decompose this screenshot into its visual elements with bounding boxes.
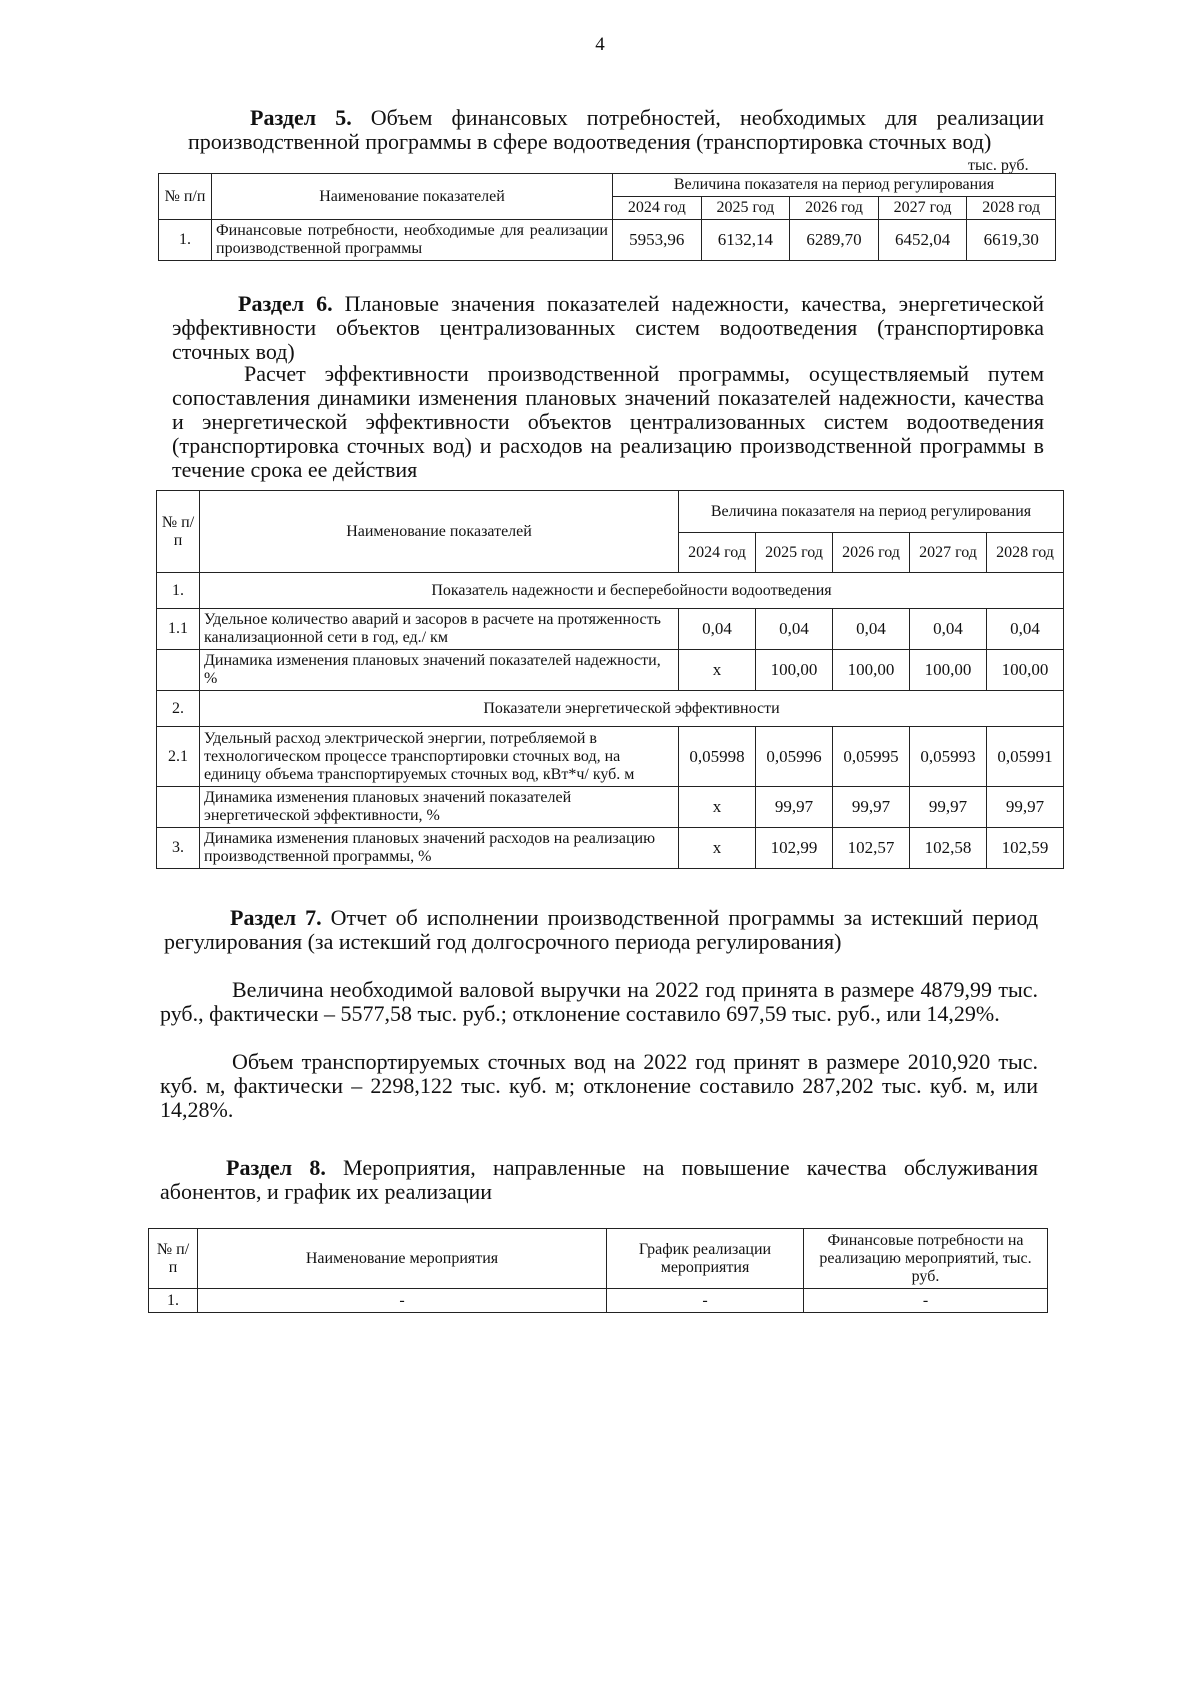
row-value: 0,04 [987,609,1064,650]
row-no [157,787,200,828]
table-row [149,1289,1048,1313]
row-value: 100,00 [910,650,987,691]
row-no [157,650,200,691]
row-value: 99,97 [910,787,987,828]
section8-heading [160,1156,1038,1204]
year-header: 2026 год [790,197,879,220]
row-value: 6619,30 [967,220,1056,261]
row-value: х [679,650,756,691]
section6-title: Плановые значения показателей надежности, качества, энергетической эффективности объектов централизованных систем водоотведения (транспортировка сточных вод) [172,291,1044,364]
section6-text: Расчет эффективности производственной программы, осуществляемый путем сопоставления динамики изменения плановых значений показателей надежности, качества и энергетической эффективности объектов централизованных систем водоотведения (транспортировка сточных вод) и расходов на реализацию производственной программы в течение срока ее действия [172,361,1044,482]
row-value: 5953,96 [613,220,702,261]
row-value: 102,57 [833,828,910,869]
section6-label: Раздел 6. [238,291,333,316]
row-name: Динамика изменения плановых значений показателей энергетической эффективности, % [200,787,679,828]
row-value: 0,04 [910,609,987,650]
row-value: 100,00 [833,650,910,691]
table-row [159,220,1056,261]
year-header: 2024 год [613,197,702,220]
row-value: 102,59 [987,828,1064,869]
year-header: 2025 год [756,533,833,573]
year-header: 2027 год [878,197,967,220]
section8-label: Раздел 8. [226,1155,326,1180]
group-title: Показатели энергетической эффективности [200,691,1064,727]
group-row [157,573,1064,609]
table-row [157,787,1064,828]
row-value: 100,00 [987,650,1064,691]
section5-units: тыс. руб. [968,157,1029,174]
year-header: 2024 год [679,533,756,573]
row-no: 3. [157,828,200,869]
row-value: 6132,14 [701,220,790,261]
row-value: 100,00 [756,650,833,691]
row-no: 1.1 [157,609,200,650]
row-value: 99,97 [833,787,910,828]
col-name-header: Наименование показателей [200,491,679,573]
section6-heading [172,292,1044,364]
row-no: 1. [159,220,212,261]
table-row [157,650,1064,691]
row-value: х [679,828,756,869]
section6-table [156,490,1064,869]
row-value: 6452,04 [878,220,967,261]
row-value: 102,99 [756,828,833,869]
col-no-header: № п/ п [157,491,200,573]
section7-label: Раздел 7. [230,905,322,930]
table-row [157,828,1064,869]
table-header-row [157,491,1064,533]
col-finance-header: Финансовые потребности на реализацию мероприятий, тыс. руб. [804,1229,1048,1289]
row-no: 2.1 [157,727,200,787]
row-name: - [198,1289,607,1313]
table-row [157,727,1064,787]
row-value: 0,05995 [833,727,910,787]
row-value: 0,04 [756,609,833,650]
row-name: Удельный расход электрической энергии, потребляемой в технологическом процессе транспортировки сточных вод, на единицу объема транспортируемых сточных вод, кВт*ч/ куб. м [200,727,679,787]
year-header: 2025 год [701,197,790,220]
year-header: 2028 год [967,197,1056,220]
row-value: 6289,70 [790,220,879,261]
page-number: 4 [595,34,605,55]
table-header-row [149,1229,1048,1289]
row-value: 99,97 [987,787,1064,828]
row-name: Финансовые потребности, необходимые для реализации производственной программы [212,220,613,261]
section8-title: Мероприятия, направленные на повышение качества обслуживания абонентов, и график их реализации [160,1155,1039,1204]
group-row [157,691,1064,727]
section8-table [148,1228,1048,1313]
group-no: 1. [157,573,200,609]
row-value: х [679,787,756,828]
col-no-header: № п/п [159,174,212,220]
group-no: 2. [157,691,200,727]
row-schedule: - [607,1289,804,1313]
group-title: Показатель надежности и бесперебойности водоотведения [200,573,1064,609]
col-period-header: Величина показателя на период регулирования [613,174,1056,197]
row-value: 0,05998 [679,727,756,787]
table-row [157,609,1064,650]
col-no-header: № п/п [149,1229,198,1289]
section5-table [158,173,1056,261]
row-value: 99,97 [756,787,833,828]
row-finance: - [804,1289,1048,1313]
col-schedule-header: График реализации мероприятия [607,1229,804,1289]
col-name-header: Наименование мероприятия [198,1229,607,1289]
row-name: Динамика изменения плановых значений расходов на реализацию производственной программы, % [200,828,679,869]
row-value: 102,58 [910,828,987,869]
section7-paragraph-1: Величина необходимой валовой выручки на 2022 год принята в размере 4879,99 тыс. руб., фактически – 5577,58 тыс. руб.; отклонение составило 697,59 тыс. руб., или 14,29%. [160,977,1038,1026]
row-name: Динамика изменения плановых значений показателей надежности, % [200,650,679,691]
section5-label: Раздел 5. [250,105,352,130]
col-period-header: Величина показателя на период регулирования [679,491,1064,533]
section5-title: Объем финансовых потребностей, необходимых для реализации производственной программы в сфере водоотведения (транспортировка сточных вод) [188,105,1044,154]
year-header: 2026 год [833,533,910,573]
section5-heading [188,106,1044,154]
year-header: 2027 год [910,533,987,573]
row-value: 0,05991 [987,727,1064,787]
row-value: 0,04 [679,609,756,650]
row-no: 1. [149,1289,198,1313]
section7-title: Отчет об исполнении производственной программы за истекший период регулирования (за истекший год долгосрочного периода регулирования) [164,905,1039,954]
year-header: 2028 год [987,533,1064,573]
section7-heading [164,906,1038,954]
section7-paragraph-2: Объем транспортируемых сточных вод на 2022 год принят в размере 2010,920 тыс. куб. м, фактически – 2298,122 тыс. куб. м; отклонение составило 287,202 тыс. куб. м, или 14,28%. [160,1049,1038,1122]
row-value: 0,05996 [756,727,833,787]
table-header-row [159,174,1056,197]
col-name-header: Наименование показателей [212,174,613,220]
row-name: Удельное количество аварий и засоров в расчете на протяженность канализационной сети в год, ед./ км [200,609,679,650]
row-value: 0,04 [833,609,910,650]
row-value: 0,05993 [910,727,987,787]
